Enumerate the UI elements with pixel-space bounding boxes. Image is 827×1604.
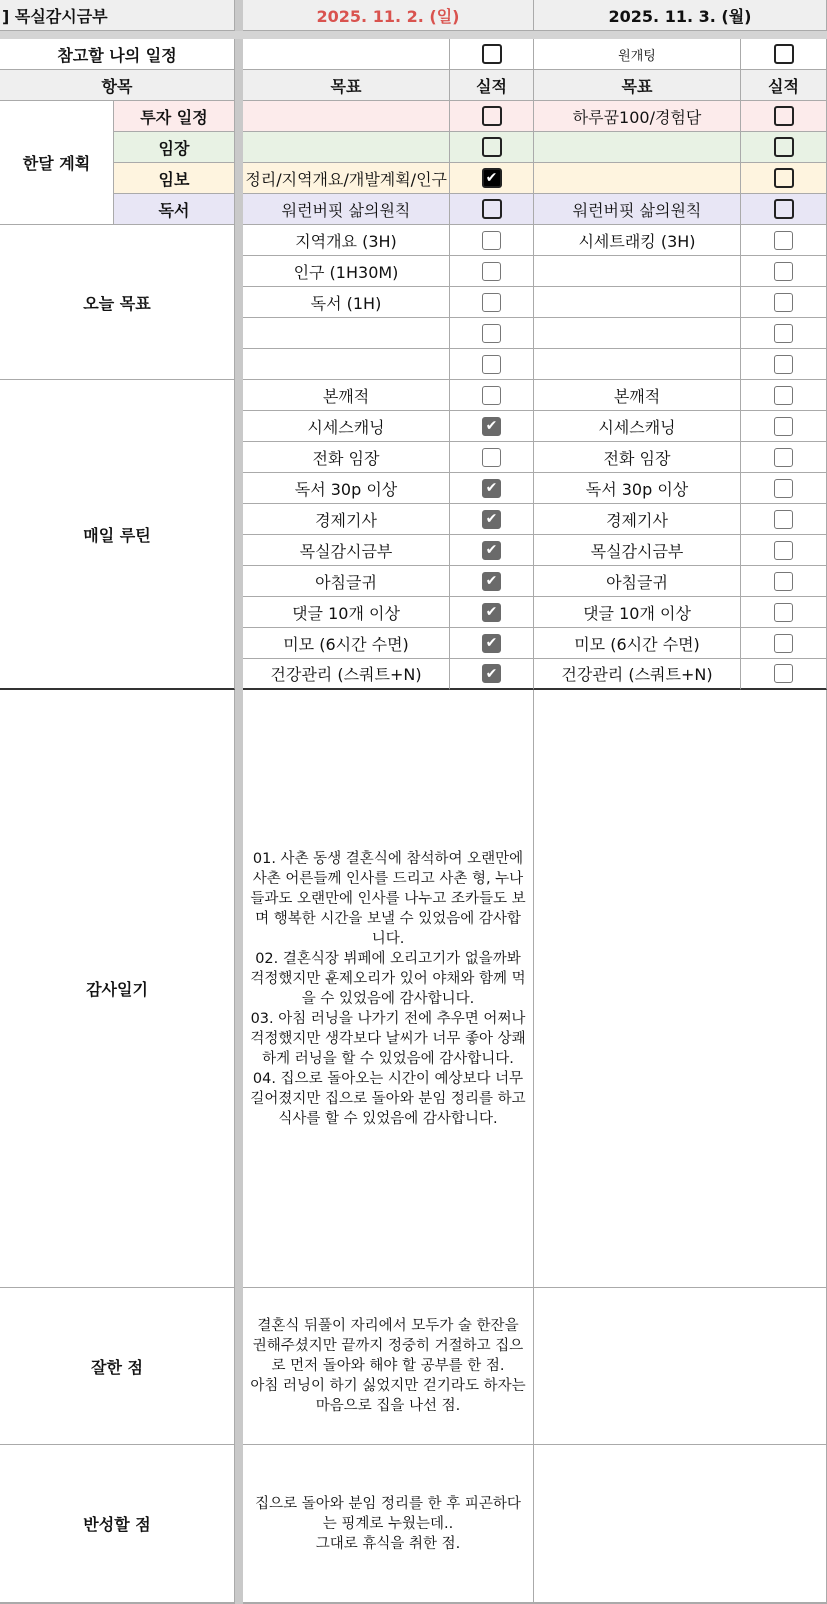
monthly-day1-goal[interactable] bbox=[243, 132, 450, 163]
today-day2-goal[interactable] bbox=[534, 256, 741, 287]
checkbox[interactable] bbox=[482, 231, 501, 250]
checkbox[interactable]: ✔ bbox=[482, 417, 501, 436]
schedule-day2-cell bbox=[741, 39, 827, 70]
monthly-day2-goal[interactable] bbox=[534, 163, 741, 194]
routine-day2-result bbox=[741, 473, 827, 504]
monthly-day1-result bbox=[450, 194, 534, 225]
routine-day2-goal[interactable]: 건강관리 (스쿼트+N) bbox=[534, 659, 741, 690]
schedule-day1-value[interactable] bbox=[243, 39, 450, 70]
checkbox[interactable]: ✔ bbox=[482, 603, 501, 622]
monthly-day1-goal[interactable]: 정리/지역개요/개발계획/인구 bbox=[243, 163, 450, 194]
well-done-day1-text[interactable]: 결혼식 뒤풀이 자리에서 모두가 술 한잔을 권해주셨지만 끝까지 정중히 거절하고 집으로 먼저 돌아와 해야 할 공부를 한 점. 아침 러닝이 하기 싫었지만 걷기라도 하자는 마음으로 집을 나선 점. bbox=[243, 1288, 534, 1445]
header-gap bbox=[0, 31, 827, 39]
routine-day1-goal[interactable]: 전화 임장 bbox=[243, 442, 450, 473]
monthly-day1-goal[interactable]: 워런버핏 삶의원칙 bbox=[243, 194, 450, 225]
routine-day1-goal[interactable]: 댓글 10개 이상 bbox=[243, 597, 450, 628]
checkbox[interactable] bbox=[774, 386, 793, 405]
checkbox[interactable] bbox=[774, 603, 793, 622]
routine-day1-goal[interactable]: 경제기사 bbox=[243, 504, 450, 535]
day2-date: 2025. 11. 3. (월) bbox=[534, 0, 827, 31]
routine-day1-goal[interactable]: 미모 (6시간 수면) bbox=[243, 628, 450, 659]
checkbox[interactable] bbox=[774, 510, 793, 529]
checkbox[interactable]: ✔ bbox=[482, 572, 501, 591]
routine-day2-goal[interactable]: 아침글귀 bbox=[534, 566, 741, 597]
column-header-goal: 목표 bbox=[243, 70, 450, 101]
monthly-day1-goal[interactable] bbox=[243, 101, 450, 132]
today-day2-goal[interactable] bbox=[534, 349, 741, 380]
routine-day1-goal[interactable]: 아침글귀 bbox=[243, 566, 450, 597]
routine-day2-goal[interactable]: 본깨적 bbox=[534, 380, 741, 411]
checkbox[interactable] bbox=[774, 293, 793, 312]
checkbox[interactable] bbox=[774, 44, 794, 64]
today-day1-result bbox=[450, 287, 534, 318]
checkbox[interactable] bbox=[774, 199, 794, 219]
routine-day1-goal[interactable]: 건강관리 (스쿼트+N) bbox=[243, 659, 450, 690]
today-day2-result bbox=[741, 256, 827, 287]
monthly-day1-result bbox=[450, 163, 534, 194]
category-investment-schedule: 투자 일정 bbox=[114, 101, 235, 132]
checkbox[interactable] bbox=[774, 137, 794, 157]
routine-day2-result bbox=[741, 442, 827, 473]
routine-day2-result bbox=[741, 380, 827, 411]
gratitude-label: 감사일기 bbox=[0, 690, 235, 1288]
schedule-day1-cell bbox=[450, 39, 534, 70]
checkbox[interactable]: ✔ bbox=[482, 664, 501, 683]
routine-day1-result bbox=[450, 411, 534, 442]
day1-date: 2025. 11. 2. (일) bbox=[243, 0, 534, 31]
monthly-day2-result bbox=[741, 132, 827, 163]
routine-day2-result bbox=[741, 597, 827, 628]
checkbox[interactable] bbox=[482, 448, 501, 467]
today-day2-result bbox=[741, 287, 827, 318]
checkbox[interactable] bbox=[482, 324, 501, 343]
monthly-day2-result bbox=[741, 163, 827, 194]
schedule-label: 참고할 나의 일정 bbox=[0, 39, 235, 70]
routine-day1-goal[interactable]: 본깨적 bbox=[243, 380, 450, 411]
checkbox[interactable] bbox=[774, 572, 793, 591]
routine-day2-goal[interactable]: 목실감시금부 bbox=[534, 535, 741, 566]
routine-day2-result bbox=[741, 411, 827, 442]
checkbox[interactable] bbox=[774, 355, 793, 374]
routine-day1-goal[interactable]: 독서 30p 이상 bbox=[243, 473, 450, 504]
routine-day1-goal[interactable]: 목실감시금부 bbox=[243, 535, 450, 566]
monthly-day2-goal[interactable]: 워런버핏 삶의원칙 bbox=[534, 194, 741, 225]
routine-day1-result bbox=[450, 566, 534, 597]
monthly-day2-goal[interactable] bbox=[534, 132, 741, 163]
routine-day2-goal[interactable]: 미모 (6시간 수면) bbox=[534, 628, 741, 659]
monthly-day2-result bbox=[741, 101, 827, 132]
routine-day1-goal[interactable]: 시세스캐닝 bbox=[243, 411, 450, 442]
well-done-day2-text[interactable] bbox=[534, 1288, 827, 1445]
today-day1-result bbox=[450, 256, 534, 287]
checkbox[interactable] bbox=[774, 168, 794, 188]
checkbox[interactable] bbox=[774, 479, 793, 498]
monthly-day1-result bbox=[450, 132, 534, 163]
category-site-visit: 임장 bbox=[114, 132, 235, 163]
checkbox[interactable]: ✔ bbox=[482, 541, 501, 560]
column-header-result: 실적 bbox=[450, 70, 534, 101]
routine-day2-goal[interactable]: 댓글 10개 이상 bbox=[534, 597, 741, 628]
checkbox[interactable] bbox=[774, 106, 794, 126]
today-day1-goal[interactable]: 인구 (1H30M) bbox=[243, 256, 450, 287]
routine-day1-result bbox=[450, 628, 534, 659]
routine-day2-result bbox=[741, 535, 827, 566]
checkbox[interactable] bbox=[774, 541, 793, 560]
checkbox[interactable] bbox=[482, 137, 502, 157]
checkbox[interactable] bbox=[482, 355, 501, 374]
checkbox[interactable] bbox=[774, 417, 793, 436]
checkbox[interactable] bbox=[774, 324, 793, 343]
checkbox[interactable]: ✔ bbox=[482, 479, 501, 498]
column-separator bbox=[235, 39, 243, 1604]
column-header-result: 실적 bbox=[741, 70, 827, 101]
routine-day2-result bbox=[741, 628, 827, 659]
routine-day1-result bbox=[450, 473, 534, 504]
today-goals-label: 오늘 목표 bbox=[0, 225, 235, 380]
today-day1-goal[interactable]: 독서 (1H) bbox=[243, 287, 450, 318]
gratitude-day1-text[interactable]: 01. 사촌 동생 결혼식에 참석하여 오랜만에 사촌 어른들께 인사를 드리고 사촌 형, 누나들과도 오랜만에 인사를 나누고 조카들도 보며 행복한 시간을 보낼 수 있었음에 감사합니다. 02. 결혼식장 뷔페에 오리고기가 없을까봐 걱정했지만 훈제오리가 있어 야채와 함께 먹을 수 있었음에 감사합니다. 03. 아침 러닝을 나가기 전에 추우면 어쩌나 걱정했지만 생각보다 날씨가 너무 좋아 상쾌하게 러닝을 할 수 있었음에 감사합니다. 04. 집으로 돌아오는 시간이 예상보다 너무 길어졌지만 집으로 돌아와 분임 정리를 하고 식사를 할 수 있었음에 감사합니다. bbox=[243, 690, 534, 1288]
routine-day2-goal[interactable]: 전화 임장 bbox=[534, 442, 741, 473]
checkbox[interactable] bbox=[774, 448, 793, 467]
reflection-day2-text[interactable] bbox=[534, 1445, 827, 1603]
routine-day1-result bbox=[450, 442, 534, 473]
daily-routine-label: 매일 루틴 bbox=[0, 380, 235, 690]
monthly-day1-result bbox=[450, 101, 534, 132]
today-day1-result bbox=[450, 225, 534, 256]
column-header-goal: 목표 bbox=[534, 70, 741, 101]
sheet-title: ] 목실감시금부 bbox=[0, 0, 235, 31]
checkbox[interactable]: ✔ bbox=[482, 168, 502, 188]
category-reading: 독서 bbox=[114, 194, 235, 225]
today-day2-goal[interactable] bbox=[534, 318, 741, 349]
checkbox[interactable] bbox=[482, 199, 502, 219]
checkbox[interactable] bbox=[482, 386, 501, 405]
schedule-day2-value[interactable]: 원개팅 bbox=[534, 39, 741, 70]
routine-day2-result bbox=[741, 504, 827, 535]
routine-day2-result bbox=[741, 659, 827, 690]
routine-day2-goal[interactable]: 독서 30p 이상 bbox=[534, 473, 741, 504]
monthly-day2-goal[interactable]: 하루꿈100/경험담 bbox=[534, 101, 741, 132]
routine-day2-result bbox=[741, 566, 827, 597]
today-day2-result bbox=[741, 318, 827, 349]
today-day2-goal[interactable]: 시세트래킹 (3H) bbox=[534, 225, 741, 256]
today-day1-goal[interactable]: 지역개요 (3H) bbox=[243, 225, 450, 256]
routine-day1-result bbox=[450, 380, 534, 411]
checkbox[interactable] bbox=[482, 262, 501, 281]
checkbox[interactable] bbox=[774, 262, 793, 281]
checkbox[interactable] bbox=[774, 231, 793, 250]
checkbox[interactable] bbox=[774, 634, 793, 653]
category-site-report: 임보 bbox=[114, 163, 235, 194]
today-day1-goal[interactable] bbox=[243, 318, 450, 349]
reflection-day1-text[interactable]: 집으로 돌아와 분임 정리를 한 후 피곤하다는 핑계로 누웠는데.. 그대로 휴식을 취한 점. bbox=[243, 1445, 534, 1603]
today-day1-result bbox=[450, 349, 534, 380]
gratitude-day2-text[interactable] bbox=[534, 690, 827, 1288]
checkbox[interactable]: ✔ bbox=[482, 634, 501, 653]
checkbox[interactable] bbox=[482, 106, 502, 126]
routine-day2-goal[interactable]: 경제기사 bbox=[534, 504, 741, 535]
routine-day1-result bbox=[450, 504, 534, 535]
today-day2-result bbox=[741, 225, 827, 256]
checkbox[interactable] bbox=[482, 293, 501, 312]
checkbox[interactable] bbox=[482, 44, 502, 64]
routine-day1-result bbox=[450, 535, 534, 566]
routine-day2-goal[interactable]: 시세스캐닝 bbox=[534, 411, 741, 442]
today-day1-result bbox=[450, 318, 534, 349]
monthly-plan-label: 한달 계획 bbox=[0, 101, 114, 225]
reflection-label: 반성할 점 bbox=[0, 1445, 235, 1603]
monthly-day2-result bbox=[741, 194, 827, 225]
well-done-label: 잘한 점 bbox=[0, 1288, 235, 1445]
column-header-item: 항목 bbox=[0, 70, 235, 101]
today-day2-goal[interactable] bbox=[534, 287, 741, 318]
checkbox[interactable] bbox=[774, 664, 793, 683]
routine-day1-result bbox=[450, 659, 534, 690]
routine-day1-result bbox=[450, 597, 534, 628]
checkbox[interactable]: ✔ bbox=[482, 510, 501, 529]
column-separator bbox=[235, 0, 243, 31]
today-day1-goal[interactable] bbox=[243, 349, 450, 380]
today-day2-result bbox=[741, 349, 827, 380]
